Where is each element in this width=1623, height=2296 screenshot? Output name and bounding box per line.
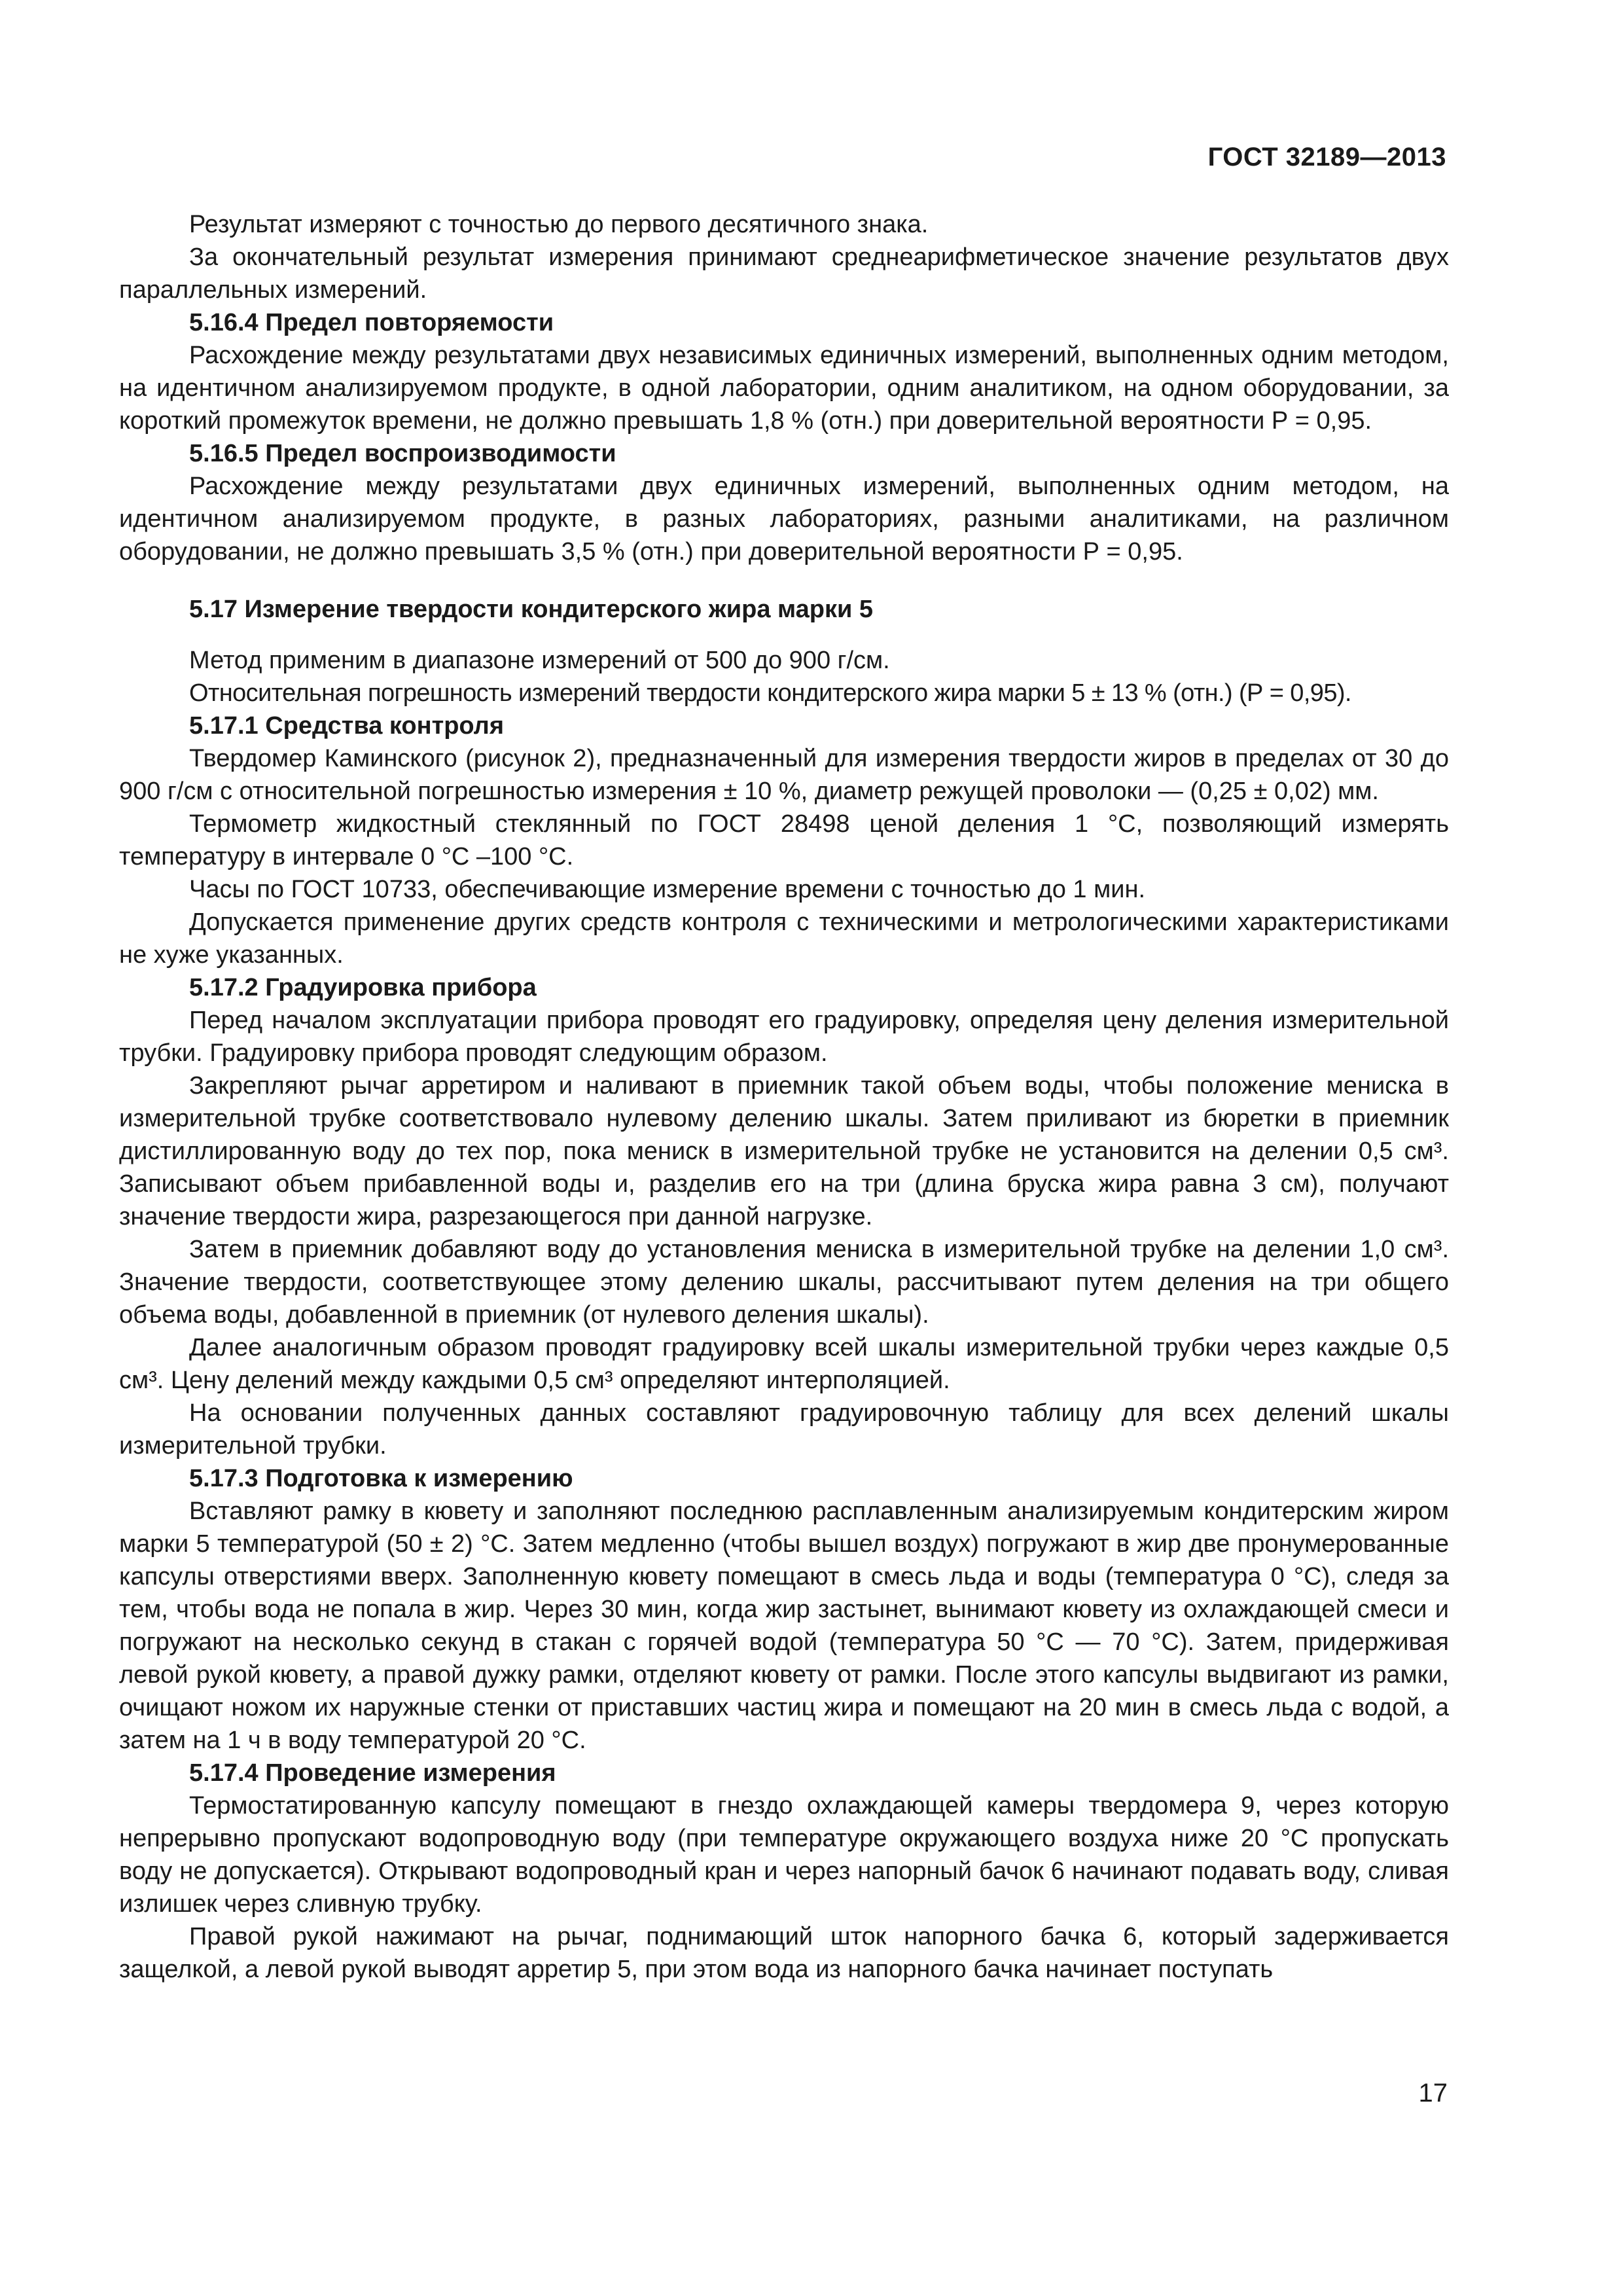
paragraph: Твердомер Каминского (рисунок 2), предназначенный для измерения твердости жиров в пределах от 30 до 900 г/см с относительной погрешностью измерения ± 10 %, диаметр режущей проволоки — (0,25 ± 0,02) мм. bbox=[119, 745, 1449, 805]
section-heading: 5.17.2 Градуировка прибора bbox=[189, 974, 537, 1001]
paragraph: Допускается применение других средств контроля с техническими и метрологическими характеристиками не хуже указанных. bbox=[119, 908, 1449, 969]
paragraph: Перед началом эксплуатации прибора проводят его градуировку, определяя цену деления измерительной трубки. Градуировку прибора проводят следующим образом. bbox=[119, 1007, 1449, 1067]
section-heading: 5.16.4 Предел повторяемости bbox=[189, 309, 554, 336]
paragraph: Термометр жидкостный стеклянный по ГОСТ 28498 ценой деления 1 °С, позволяющий измерять температуру в интервале 0 °С –100 °С. bbox=[119, 810, 1449, 870]
paragraph: Относительная погрешность измерений твердости кондитерского жира марки 5 ± 13 % (отн.) (Р = 0,95). bbox=[189, 679, 1351, 707]
paragraph: Затем в приемник добавляют воду до установления мениска в измерительной трубке на делении 1,0 см³. Значение твердости, соответствующее этому делению шкалы, рассчитывают путем деления на три общего объема воды, добавленной в приемник (от нулевого деления шкалы). bbox=[119, 1236, 1449, 1329]
section-heading-major: 5.17 Измерение твердости кондитерского жира марки 5 bbox=[189, 596, 874, 623]
document-body bbox=[119, 208, 1449, 1986]
paragraph: Метод применим в диапазоне измерений от 500 до 900 г/см. bbox=[189, 647, 890, 674]
paragraph: Закрепляют рычаг арретиром и наливают в приемник такой объем воды, чтобы положение мениска в измерительной трубке соответствовало нулевому делению шкалы. Затем приливают из бюретки в приемник дистиллированную воду до тех пор, пока мениск в измерительной трубке не установится на делении 0,5 см³. Записывают объем прибавленной воды и, разделив его на три (длина бруска жира равна 3 см), получают значение твердости жира, разрезающегося при данной нагрузке. bbox=[119, 1072, 1449, 1230]
paragraph: Правой рукой нажимают на рычаг, поднимающий шток напорного бачка 6, который задерживается защелкой, а левой рукой выводят арретир 5, при этом вода из напорного бачка начинает поступать bbox=[119, 1923, 1449, 1983]
section-heading: 5.17.3 Подготовка к измерению bbox=[189, 1465, 573, 1492]
section-heading: 5.17.4 Проведение измерения bbox=[189, 1759, 556, 1787]
standard-code: ГОСТ 32189—2013 bbox=[1207, 143, 1446, 171]
paragraph: Далее аналогичным образом проводят градуировку всей шкалы измерительной трубки через каждые 0,5 см³. Цену делений между каждыми 0,5 см³ определяют интерполяцией. bbox=[119, 1334, 1449, 1394]
paragraph: Расхождение между результатами двух независимых единичных измерений, выполненных одним методом, на идентичном анализируемом продукте, в одной лаборатории, одним аналитиком, на одном оборудовании, за короткий промежуток времени, не должно превышать 1,8 % (отн.) при доверительной вероятности Р = 0,95. bbox=[119, 342, 1449, 435]
paragraph: Термостатированную капсулу помещают в гнездо охлаждающей камеры твердомера 9, через которую непрерывно пропускают водопроводную воду (при температуре окружающего воздуха ниже 20 °С пропускать воду не допускается). Открывают водопроводный кран и через напорный бачок 6 начинают подавать воду, сливая излишек через сливную трубку. bbox=[119, 1792, 1449, 1918]
paragraph: Часы по ГОСТ 10733, обеспечивающие измерение времени с точностью до 1 мин. bbox=[189, 876, 1146, 903]
section-heading: 5.17.1 Средства контроля bbox=[189, 712, 504, 740]
paragraph: Расхождение между результатами двух единичных измерений, выполненных одним методом, на идентичном анализируемом продукте, в разных лабораториях, разными аналитиками, на различном оборудовании, не должно превышать 3,5 % (отн.) при доверительной вероятности Р = 0,95. bbox=[119, 473, 1449, 565]
paragraph: За окончательный результат измерения принимают среднеарифметическое значение результатов двух параллельных измерений. bbox=[119, 243, 1449, 304]
section-heading: 5.16.5 Предел воспроизводимости bbox=[189, 440, 616, 467]
paragraph: На основании полученных данных составляют градуировочную таблицу для всех делений шкалы измерительной трубки. bbox=[119, 1399, 1449, 1460]
paragraph: Результат измеряют с точностью до первого десятичного знака. bbox=[189, 211, 929, 238]
page-number: 17 bbox=[1418, 2079, 1448, 2108]
paragraph: Вставляют рамку в кювету и заполняют последнюю расплавленным анализируемым кондитерским жиром марки 5 температурой (50 ± 2) °С. Затем медленно (чтобы вышел воздух) погружают в жир две пронумерованные капсулы отверстиями вверх. Заполненную кювету помещают в смесь льда и воды (температура 0 °С), следя за тем, чтобы вода не попала в жир. Через 30 мин, когда жир застынет, вынимают кювету из охлаждающей смеси и погружают на несколько секунд в стакан с горячей водой (температура 50 °С — 70 °С). Затем, придерживая левой рукой кювету, а правой дужку рамки, отделяют кювету от рамки. После этого капсулы выдвигают из рамки, очищают ножом их наружные стенки от приставших частиц жира и помещают на 20 мин в смесь льда с водой, а затем на 1 ч в воду температурой 20 °С. bbox=[119, 1498, 1449, 1754]
